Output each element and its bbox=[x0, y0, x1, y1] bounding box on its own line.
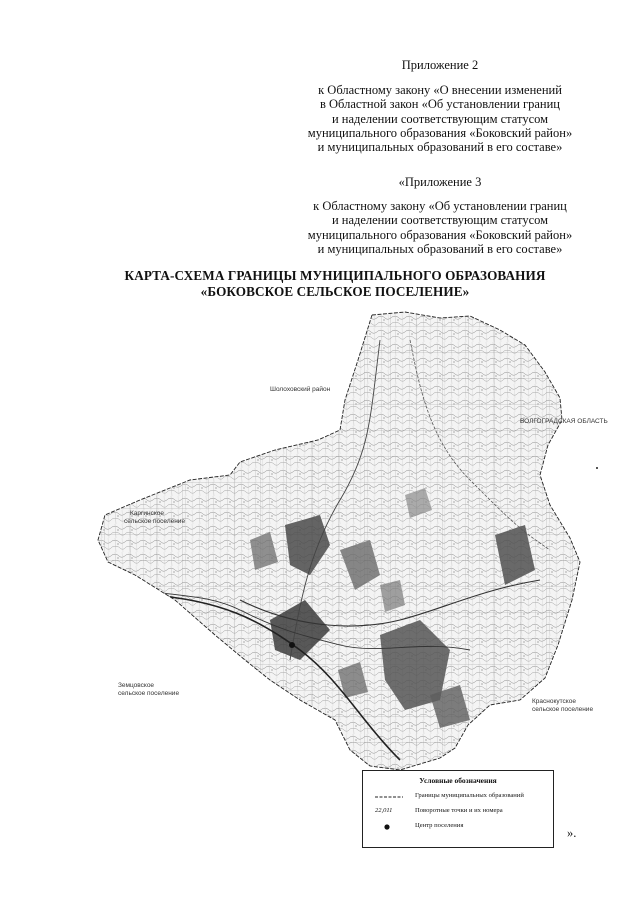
appendix-3-line: к Областному закону «Об установлении границ bbox=[313, 199, 567, 214]
appendix-3-line: и наделении соответствующим статусом bbox=[331, 213, 549, 228]
appendix-2-line: и муниципальных образований в его составе» bbox=[317, 140, 563, 155]
appendix-2-line: и наделении соответствующим статусом bbox=[331, 111, 549, 126]
label-southeast-2: сельское поселение bbox=[532, 706, 594, 713]
label-west-1: Каргинское bbox=[130, 510, 165, 517]
appendix-3-header bbox=[285, 175, 595, 256]
legend-row bbox=[375, 806, 551, 818]
map-territory bbox=[90, 310, 590, 780]
legend-row bbox=[375, 791, 551, 803]
appendix-3-line: муниципального образования «Боковский район» bbox=[307, 227, 573, 242]
appendix-2-header bbox=[285, 58, 595, 154]
legend-label: Границы муниципальных образований bbox=[415, 792, 524, 799]
label-southwest-2: сельское поселение bbox=[118, 690, 180, 697]
label-east: ВОЛГОГРАДСКАЯ ОБЛАСТЬ bbox=[520, 418, 608, 425]
turning-point-icon: 22,011 bbox=[375, 807, 393, 814]
edge-mark bbox=[596, 467, 598, 469]
appendix-2-line: в Областной закон «Об установлении границ bbox=[319, 97, 560, 112]
appendix-3-line: и муниципальных образований в его составе» bbox=[317, 241, 563, 256]
appendix-2-line: к Областному закону «О внесении изменений bbox=[318, 83, 562, 98]
settlement-center-marker bbox=[289, 642, 295, 648]
label-southeast-1: Краснокутское bbox=[532, 698, 576, 705]
appendix-3-heading: «Приложение 3 bbox=[398, 175, 482, 189]
legend-label: Поворотные точки и их номера bbox=[415, 807, 503, 814]
map-legend bbox=[362, 770, 554, 848]
legend-title: Условные обозначения bbox=[419, 776, 497, 785]
legend-label: Центр поселения bbox=[415, 822, 464, 829]
label-southwest-1: Земцовское bbox=[118, 682, 155, 689]
closing-quote: ». bbox=[567, 826, 577, 840]
document-title bbox=[90, 268, 580, 299]
title-line-1: КАРТА-СХЕМА ГРАНИЦЫ МУНИЦИПАЛЬНОГО ОБРАЗОВАНИЯ bbox=[124, 268, 546, 283]
legend-row bbox=[375, 821, 551, 833]
label-west-2: сельское поселение bbox=[124, 518, 186, 525]
title-line-2: «БОКОВСКОЕ СЕЛЬСКОЕ ПОСЕЛЕНИЕ» bbox=[200, 283, 470, 299]
settlement-center-icon bbox=[375, 822, 403, 832]
label-north: Шолоховский район bbox=[270, 386, 331, 393]
appendix-2-heading: Приложение 2 bbox=[401, 58, 479, 72]
boundary-line-icon bbox=[375, 792, 403, 802]
appendix-2-line: муниципального образования «Боковский район» bbox=[307, 125, 573, 140]
